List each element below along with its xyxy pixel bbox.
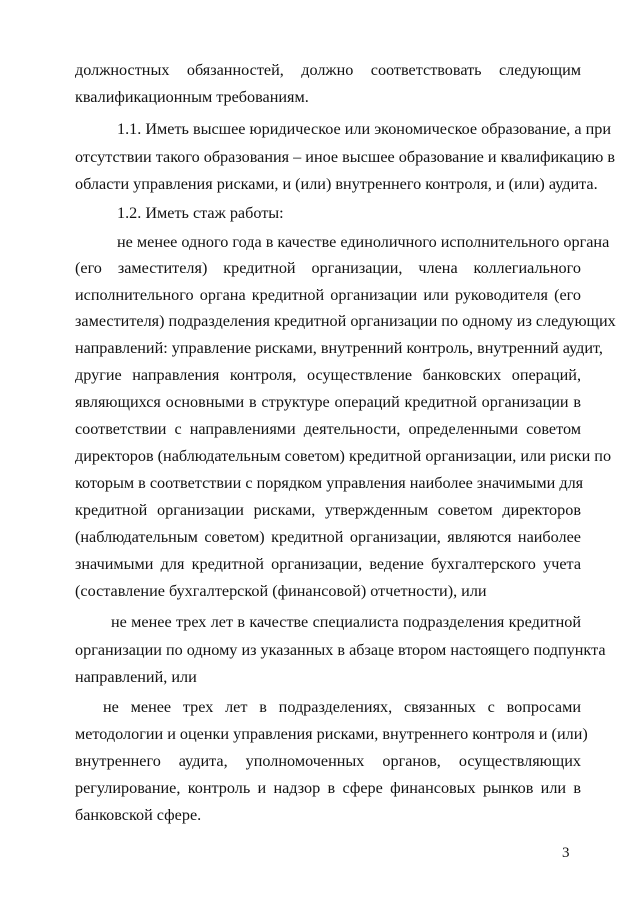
text-line: области управления рисками, и (или) внутреннего контроля, и (или) аудита.: [75, 175, 598, 193]
text-line: квалификационным требованиям.: [75, 88, 309, 106]
text-line: которым в соответствии с порядком управления наиболее значимыми для: [75, 474, 584, 492]
text-line: не менее трех лет в качестве специалиста подразделения кредитной: [111, 613, 581, 631]
text-line: (его заместителя) кредитной организации, члена коллегиального: [75, 259, 581, 277]
text-line: кредитной организации рисками, утвержденным советом директоров: [75, 501, 581, 519]
text-line: директоров (наблюдательным советом) кредитной организации, или риски по: [75, 447, 612, 465]
text-line: организации по одному из указанных в абзаце втором настоящего подпункта: [75, 641, 606, 659]
text-line: (составление бухгалтерской (финансовой) отчетности), или: [75, 582, 487, 600]
text-line: банковской сфере.: [75, 806, 202, 824]
text-line: другие направления контроля, осуществление банковских операций,: [75, 366, 581, 384]
text-line: отсутствии такого образования – иное высшее образование и квалификацию в: [75, 148, 616, 166]
text-line: направлений: управление рисками, внутренний контроль, внутренний аудит,: [75, 339, 603, 357]
text-line: не менее одного года в качестве единоличного исполнительного органа: [117, 233, 610, 251]
page-number: 3: [562, 845, 570, 861]
text-line: не менее трех лет в подразделениях, связанных с вопросами: [103, 698, 581, 716]
text-line: должностных обязанностей, должно соответствовать следующим: [75, 61, 581, 79]
text-line: регулирование, контроль и надзор в сфере финансовых рынков или в: [75, 779, 581, 797]
text-line: заместителя) подразделения кредитной организации по одному из следующих: [75, 312, 616, 330]
text-line: (наблюдательным советом) кредитной организации, являются наиболее: [75, 528, 581, 546]
text-line: направлений, или: [75, 668, 197, 686]
text-line: 1.1. Иметь высшее юридическое или экономическое образование, а при: [117, 120, 612, 138]
text-line: являющихся основными в структуре операций кредитной организации в: [75, 393, 581, 411]
text-line: методологии и оценки управления рисками, внутреннего контроля и (или): [75, 725, 588, 743]
text-line: соответствии с направлениями деятельности, определенными советом: [75, 420, 581, 438]
text-line: значимыми для кредитной организации, ведение бухгалтерского учета: [75, 555, 581, 573]
text-line: исполнительного органа кредитной организации или руководителя (его: [75, 286, 581, 304]
text-line: внутреннего аудита, уполномоченных органов, осуществляющих: [75, 752, 581, 770]
text-line: 1.2. Иметь стаж работы:: [117, 204, 284, 222]
